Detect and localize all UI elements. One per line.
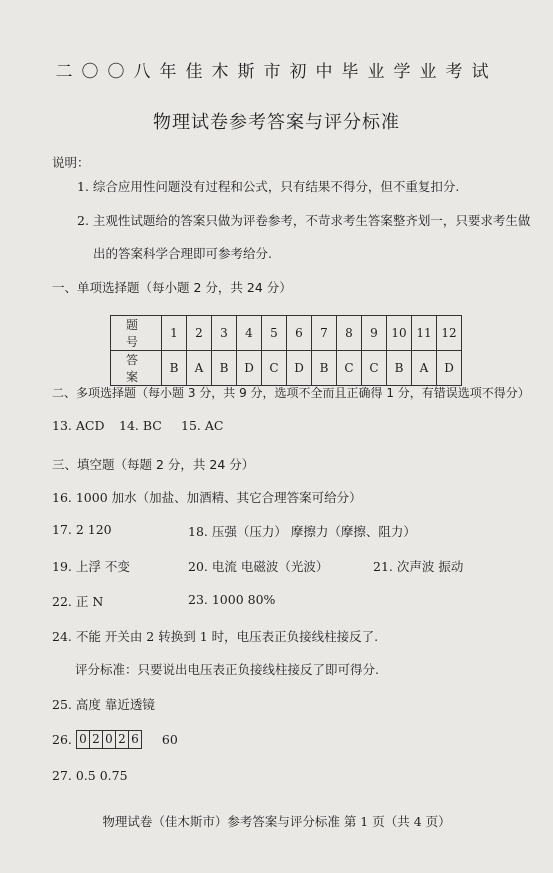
- table-row: [111, 316, 462, 351]
- answer-cell: B: [387, 351, 412, 386]
- answer-24-scoring-note: 评分标准：只要说出电压表正负接线柱接反了即可得分.: [75, 662, 379, 677]
- answer-26-label: 26.: [52, 732, 72, 747]
- section-1-heading: 一、单项选择题（每小题 2 分，共 24 分）: [52, 280, 292, 295]
- question-number: 9: [362, 316, 387, 351]
- answer-cell: C: [337, 351, 362, 386]
- meter-digit: 0: [103, 731, 116, 748]
- answer-cell: A: [187, 351, 212, 386]
- answer-cell: B: [162, 351, 187, 386]
- answer-cell: A: [412, 351, 437, 386]
- question-number: 12: [437, 316, 462, 351]
- answer-24: 24. 不能 开关由 2 转换到 1 时，电压表正负接线柱接反了.: [52, 629, 379, 644]
- answer-26: [52, 730, 178, 749]
- answer-17: 17. 2 120: [52, 522, 112, 537]
- single-choice-answer-table: [110, 315, 462, 386]
- table-row: [111, 351, 462, 386]
- answer-cell: B: [312, 351, 337, 386]
- meter-digit: 2: [90, 731, 103, 748]
- answer-23: 23. 1000 80%: [188, 592, 276, 607]
- answer-cell: D: [437, 351, 462, 386]
- meter-digit: 0: [77, 731, 90, 748]
- table-row-label: 题 号: [111, 316, 162, 351]
- question-number: 3: [212, 316, 237, 351]
- answer-cell: C: [362, 351, 387, 386]
- answer-19: 19. 上浮 不变: [52, 559, 130, 574]
- answer-25: 25. 高度 靠近透镜: [52, 697, 155, 712]
- question-number: 4: [237, 316, 262, 351]
- question-number: 2: [187, 316, 212, 351]
- answer-13: 13. ACD: [52, 418, 105, 433]
- notes-label: 说明：: [52, 155, 90, 170]
- question-number: 5: [262, 316, 287, 351]
- meter-reading-box: [76, 730, 142, 749]
- answer-18: 18. 压强（压力） 摩擦力（摩擦、阻力）: [188, 524, 416, 539]
- answer-26-value: 60: [161, 732, 178, 747]
- note-item-1: 1. 综合应用性问题没有过程和公式，只有结果不得分，但不重复扣分.: [77, 179, 460, 194]
- answer-15: 15. AC: [181, 418, 224, 433]
- answer-cell: B: [212, 351, 237, 386]
- page-title: 物理试卷参考答案与评分标准: [153, 112, 400, 133]
- note-item-2-line-2: 出的答案科学合理即可参考给分.: [93, 246, 272, 261]
- page-footer: 物理试卷（佳木斯市）参考答案与评分标准 第 1 页（共 4 页）: [102, 814, 451, 829]
- question-number: 8: [337, 316, 362, 351]
- answer-cell: C: [262, 351, 287, 386]
- question-number: 6: [287, 316, 312, 351]
- meter-digit: 2: [116, 731, 129, 748]
- section-2-heading: 二、多项选择题（每小题 3 分，共 9 分，选项不全而且正确得 1 分，有错误选项不得分）: [52, 386, 530, 400]
- table-row-label: 答 案: [111, 351, 162, 386]
- exam-header: 二〇〇八年佳木斯市初中毕业学业考试: [55, 62, 498, 82]
- answer-22: 22. 正 N: [52, 594, 104, 609]
- answer-14: 14. BC: [119, 418, 162, 433]
- section-3-heading: 三、填空题（每题 2 分，共 24 分）: [52, 457, 255, 472]
- answer-27: 27. 0.5 0.75: [52, 768, 128, 783]
- answer-21: 21. 次声波 振动: [373, 559, 464, 574]
- note-item-2-line-1: 2. 主观性试题给的答案只做为评卷参考，不苛求考生答案整齐划一，只要求考生做: [77, 213, 531, 228]
- answer-20: 20. 电流 电磁波（光波）: [188, 559, 329, 574]
- answer-cell: D: [237, 351, 262, 386]
- answer-16: 16. 1000 加水（加盐、加酒精、其它合理答案可给分）: [52, 490, 362, 505]
- answer-cell: D: [287, 351, 312, 386]
- question-number: 10: [387, 316, 412, 351]
- question-number: 7: [312, 316, 337, 351]
- meter-digit: 6: [131, 732, 139, 746]
- question-number: 11: [412, 316, 437, 351]
- question-number: 1: [162, 316, 187, 351]
